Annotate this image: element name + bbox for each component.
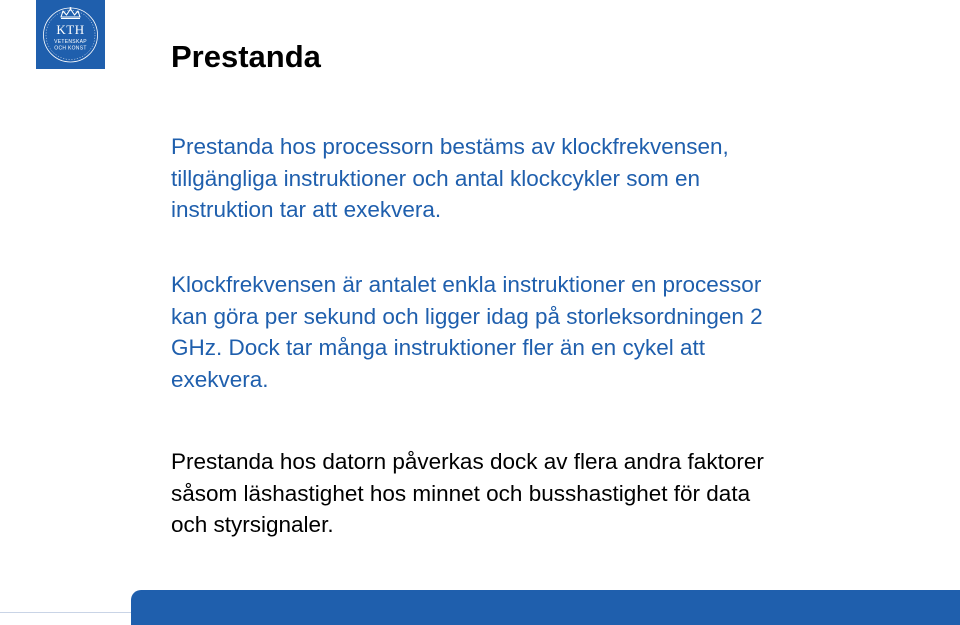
paragraph-1 [171,131,911,226]
paragraph-line: exekvera. [171,366,269,392]
logo-name: KTH [56,22,85,37]
logo-line-2: OCH KONST [54,45,87,52]
paragraph-line: Prestanda hos processorn bestäms av klockfrekvensen, [171,134,729,159]
footer-bar [131,590,960,625]
kth-crest-icon [36,0,105,69]
paragraph-line: Klockfrekvensen är antalet enkla instruktioner en processor [171,272,762,297]
slide-title: Prestanda [171,39,321,74]
kth-logo [36,0,105,69]
paragraph-line: tillgängliga instruktioner och antal klockcykler som en [171,165,701,191]
paragraph-line: instruktion tar att exekvera. [171,197,442,222]
paragraph-3 [171,446,911,541]
paragraph-line: och styrsignaler. [171,512,334,537]
paragraph-2 [171,269,911,395]
paragraph-line: kan göra per sekund och ligger idag på storleksordningen 2 [171,303,763,329]
paragraph-line: GHz. Dock tar många instruktioner fler än en cykel att [171,335,705,360]
logo-line-1: VETENSKAP [54,39,87,45]
footer-rule [0,612,131,613]
paragraph-line: Prestanda hos datorn påverkas dock av flera andra faktorer [171,449,764,474]
paragraph-line: såsom läshastighet hos minnet och busshastighet för data [171,480,751,506]
